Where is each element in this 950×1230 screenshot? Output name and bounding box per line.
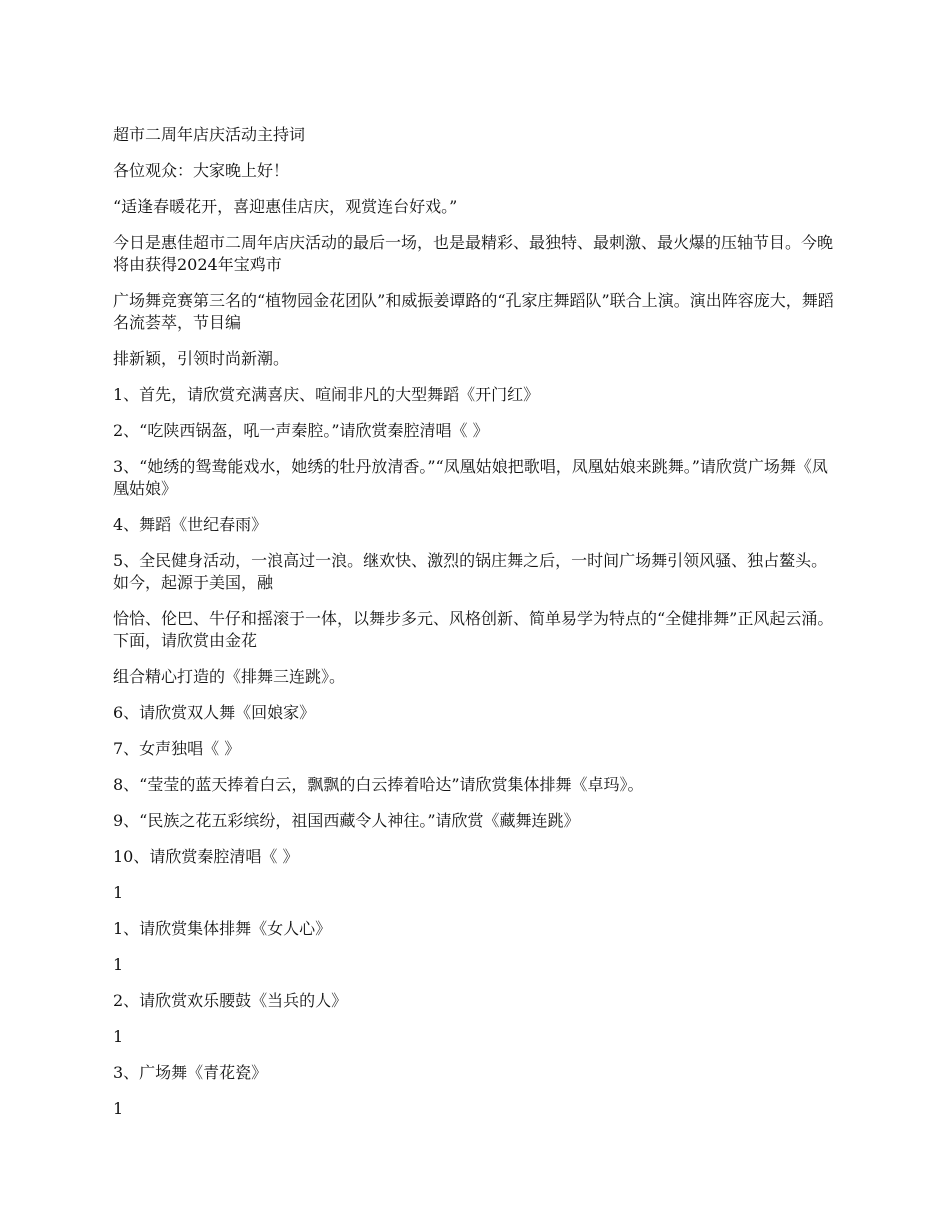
greeting-paragraph: 各位观众：大家晚上好！	[113, 161, 290, 180]
program-item-5-continuation: 恰恰、伦巴、牛仔和摇滚于一体，以舞步多元、风格创新、简单易学为特点的“全健排舞”正风起云涌。下面，请欣赏由金花	[113, 609, 834, 650]
program-item-12: 2、请欣赏欢乐腰鼓《当兵的人》	[113, 991, 348, 1010]
program-item-8: 8、“莹莹的蓝天捧着白云，飘飘的白云捧着哈达”请欣赏集体排舞《卓玛》。	[113, 775, 644, 794]
program-item-11: 1、请欣赏集体排舞《女人心》	[113, 919, 332, 938]
program-item-1: 1、首先，请欣赏充满喜庆、喧闹非凡的大型舞蹈《开门红》	[113, 385, 540, 404]
program-item-9: 9、“民族之花五彩缤纷，祖国西藏令人神往。”请欣赏《藏舞连跳》	[113, 811, 580, 830]
program-item-10: 10、请欣赏秦腔清唱《 》	[113, 847, 299, 866]
document-title: 超市二周年店庆活动主持词	[113, 125, 306, 144]
document-body	[113, 124, 843, 1134]
numbering-digit: 1	[113, 1027, 124, 1046]
program-item-3: 3、“她绣的鸳鸯能戏水，她绣的牡丹放清香。”“凤凰姑娘把歌唱，凤凰姑娘来跳舞。”请欣赏广场舞《凤凰姑娘》	[113, 457, 828, 498]
intro-end-paragraph: 排新颖，引领时尚新潮。	[113, 349, 290, 368]
numbering-digit: 1	[113, 955, 124, 974]
numbering-digit: 1	[113, 1099, 124, 1118]
numbering-digit: 1	[113, 883, 124, 902]
program-item-6: 6、请欣赏双人舞《回娘家》	[113, 703, 316, 722]
program-item-5-end: 组合精心打造的《排舞三连跳》。	[113, 667, 346, 686]
intro-paragraph: 今日是惠佳超市二周年店庆活动的最后一场，也是最精彩、最独特、最刺激、最火爆的压轴节目。今晚将由获得2024年宝鸡市	[113, 233, 834, 274]
program-item-2: 2、“吃陕西锅盔，吼一声秦腔。”请欣赏秦腔清唱《 》	[113, 421, 489, 440]
intro-continuation-paragraph: 广场舞竞赛第三名的“植物园金花团队”和威振姜谭路的“孔家庄舞蹈队”联合上演。演出阵容庞大，舞蹈名流荟萃，节目编	[113, 291, 834, 332]
opening-quote-paragraph: “适逢春暖花开，喜迎惠佳店庆，观赏连台好戏。”	[113, 197, 458, 216]
program-item-7: 7、女声独唱《 》	[113, 739, 241, 758]
program-item-4: 4、舞蹈《世纪春雨》	[113, 515, 268, 534]
program-item-13: 3、广场舞《青花瓷》	[113, 1063, 268, 1082]
program-item-5: 5、全民健身活动，一浪高过一浪。继欢快、激烈的锅庄舞之后，一时间广场舞引领风骚、独占鳌头。如今，起源于美国，融	[113, 551, 828, 592]
